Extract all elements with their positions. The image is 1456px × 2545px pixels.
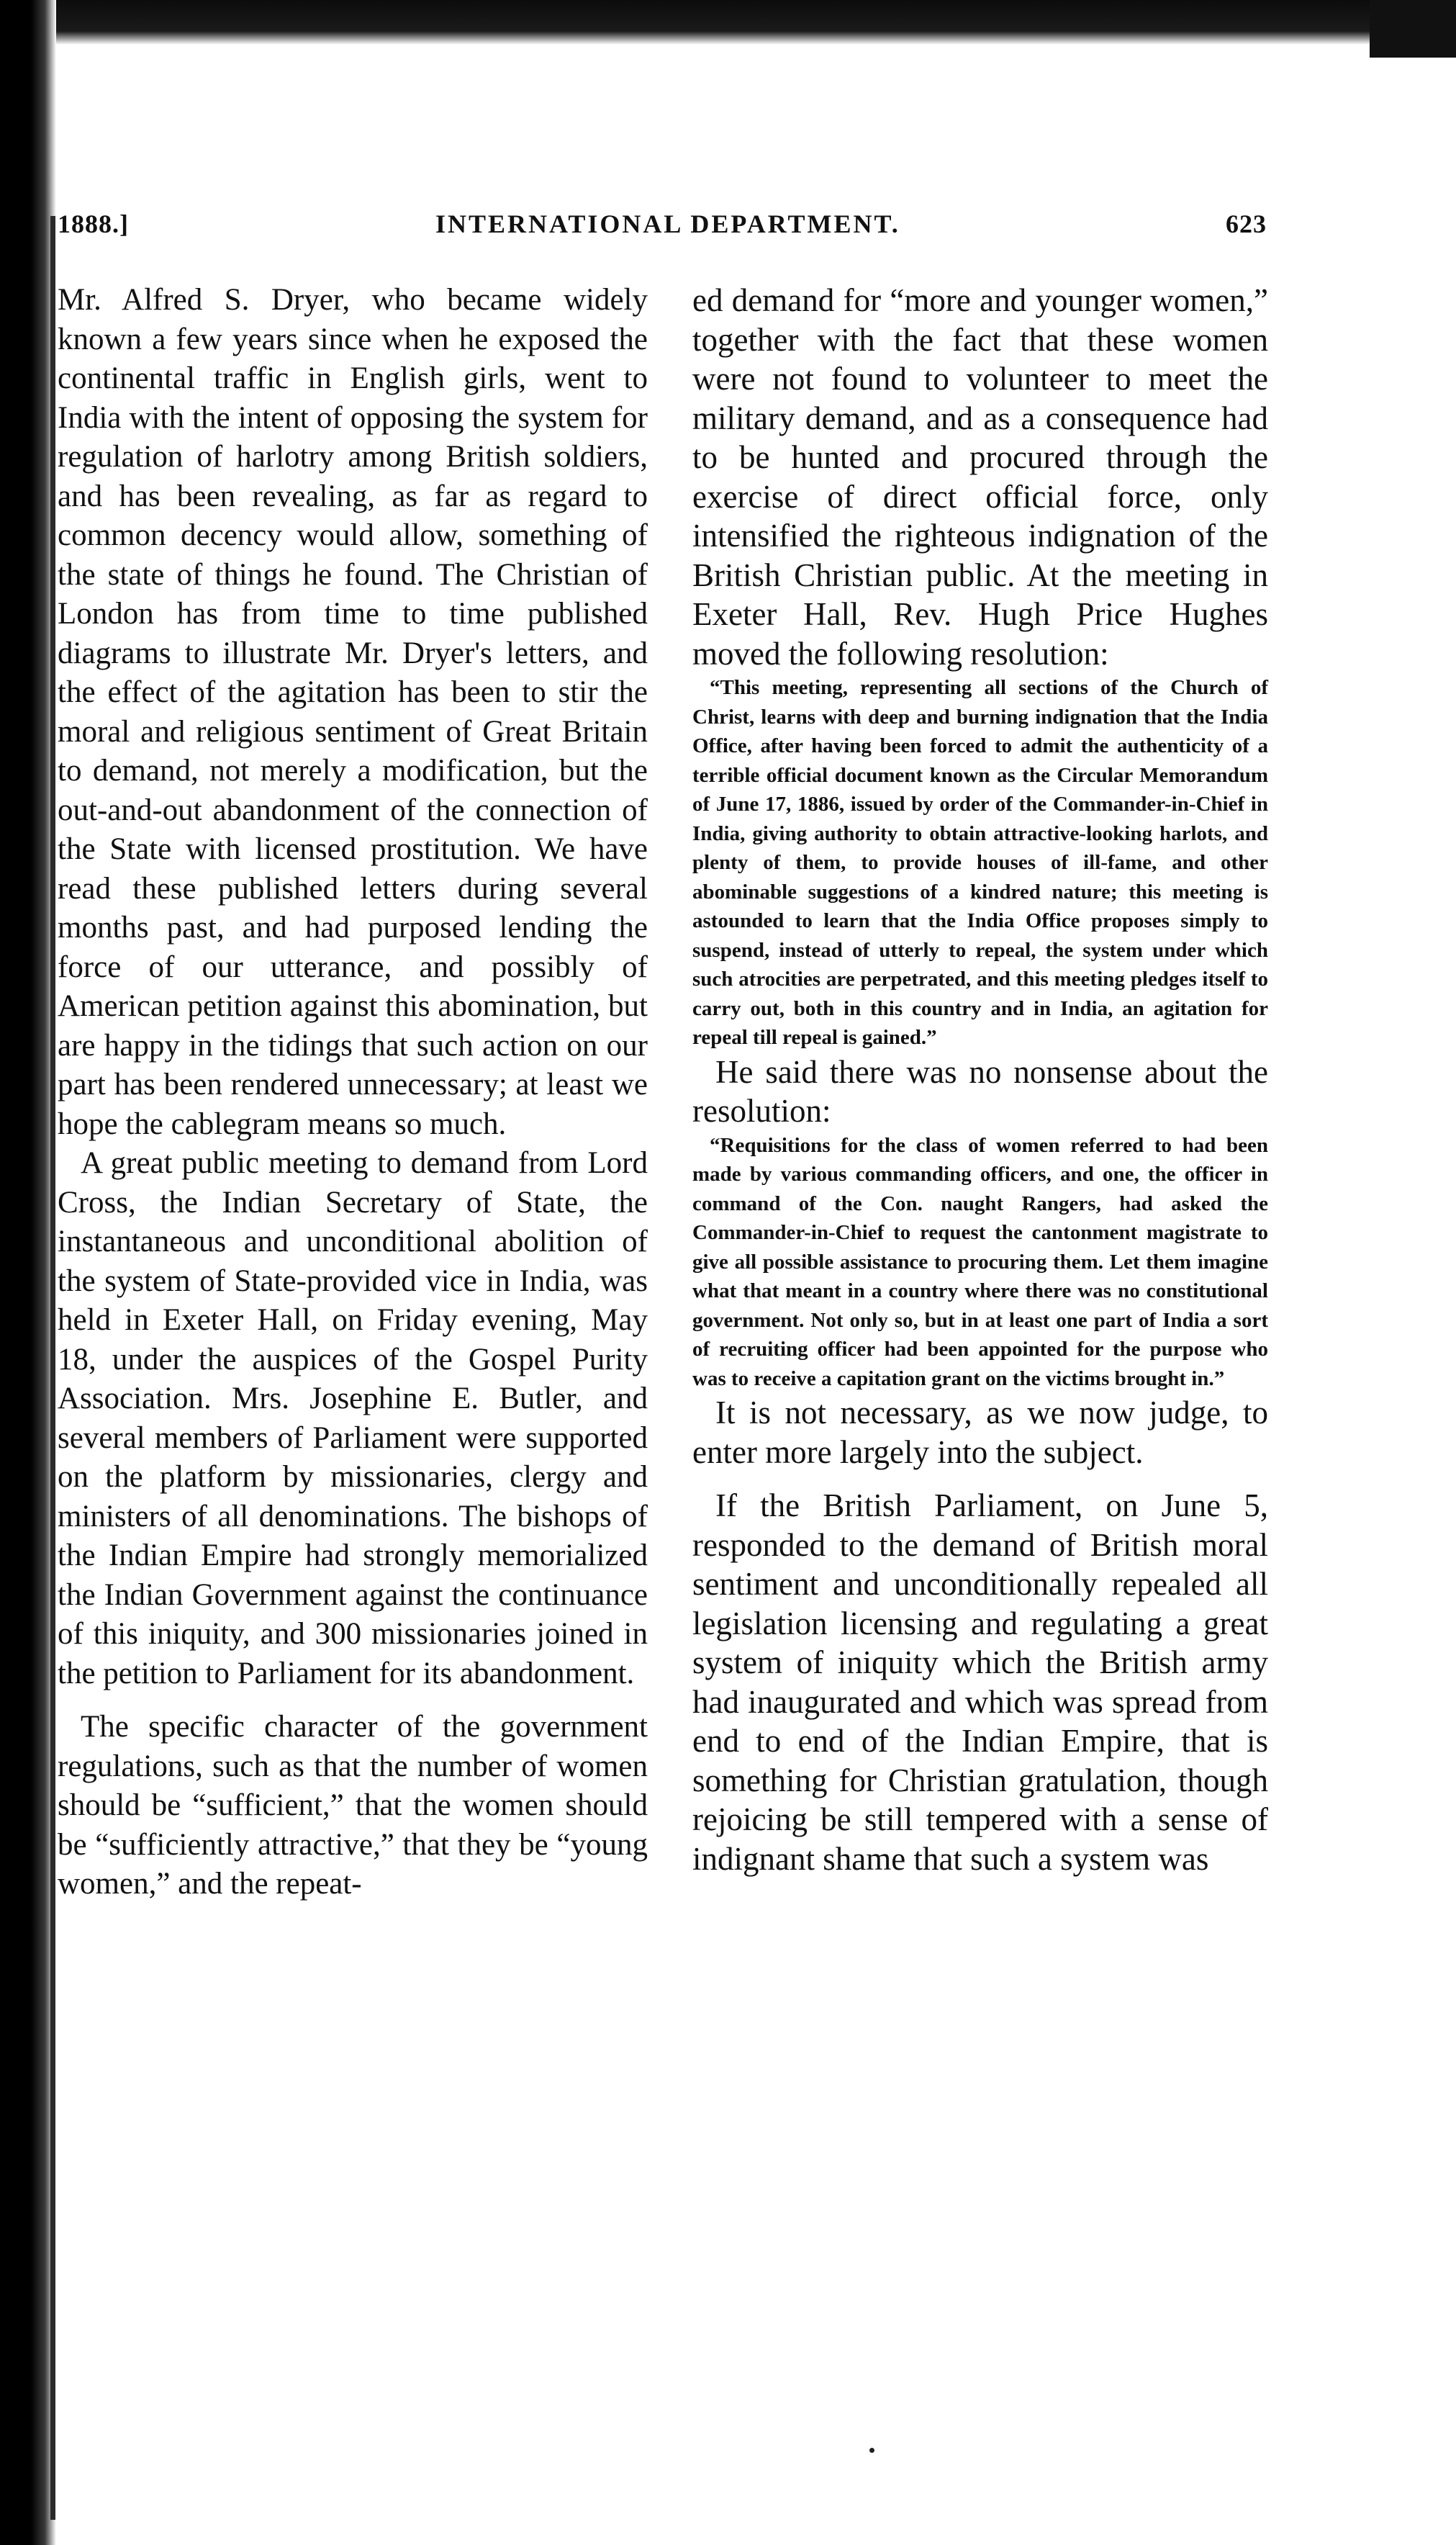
paragraph-not-necessary: It is not necessary, as we now judge, to enter more largely into the subject.: [692, 1395, 1268, 1470]
paragraph-parliament: If the British Parliament, on June 5, responded to the demand of British moral sentiment and unconditionally repealed all legislation licensing and regulating a great system of iniquity which the British army had inaugurated and which was spread from end to end of the Indian Empire, that is something for Christian gratulation, though rejoicing be still tempered with a sense of indignant shame that such a system was: [692, 1487, 1268, 1877]
header-title: INTERNATIONAL DEPARTMENT.: [435, 210, 900, 238]
paragraph-no-nonsense: He said there was no nonsense about the resolution:: [692, 1053, 1268, 1129]
paragraph-dryer: Mr. Alfred S. Dryer, who became widely known a few years since when he exposed the continental traffic in English girls, went to India with the intent of opposing the system for regulation of harlotry among British soldiers, and has been revealing, as far as regard to common decency would allow, something of the state of things he found. The Christian of London has from time to time published diagrams to illustrate Mr. Dryer's letters, and the effect of the agitation has been to stir the moral and religious sentiment of Great Britain to demand, not merely a modification, but the out-and-out abandonment of the connection of the State with licensed prostitution. We have read these published letters during several months past, and had purposed lending the force of our utterance, and possibly of American petition against this abomination, but are happy in the tidings that such action on our part has been rendered unnecessary; at least we hope the cablegram means so much.: [58, 283, 648, 1141]
header-year: 1888.]: [58, 210, 129, 238]
paragraph-regulations: The specific character of the government regulations, such as that the number of women should be “sufficient,” that the women should be “sufficiently attractive,” that they be “young women,” and the repeat-: [58, 1710, 648, 1901]
scan-border-corner: [1370, 0, 1456, 58]
scan-border-left: [0, 0, 56, 2545]
scan-border-left-edge: [50, 216, 55, 2520]
requisitions-quote: “Requisitions for the class of women referred to had been made by various commanding officers, and one, the officer in command of the Con. naught Rangers, had asked the Commander-in-Chief to request the cantonment magistrate to give all possible assistance to procuring them. Let them imagine what that meant in a country where there was no constitutional government. Not only so, but in at least one part of India a sort of recruiting officer had been appointed for the purpose who was to receive a capitation grant on the victims brought in.”: [692, 1133, 1268, 1390]
right-column: [692, 281, 1268, 1878]
paragraph-continuation: ed demand for “more and younger women,” together with the fact that these women were not found to volunteer to meet the military demand, and as a consequence had to be hunted and procured through the exercise of direct official force, only intensified the righteous indignation of the British Christian public. At the meeting in Exeter Hall, Rev. Hugh Price Hughes moved the following resolution:: [692, 282, 1268, 672]
scan-speck: [869, 2448, 874, 2453]
scan-border-top: [0, 0, 1456, 45]
left-column: [58, 281, 648, 1904]
paragraph-exeter-hall-meeting: A great public meeting to demand from Lord Cross, the Indian Secretary of State, the instantaneous and unconditional abolition of the system of State-provided vice in India, was held in Exeter Hall, on Friday evening, May 18, under the auspices of the Gospel Purity Association. Mrs. Josephine E. Butler, and several members of Parliament were supported on the platform by missionaries, clergy and ministers of all denominations. The bishops of the Indian Empire had strongly memorialized the Indian Government against the continuance of this iniquity, and 300 missionaries joined in the petition to Parliament for its abandonment.: [58, 1146, 648, 1690]
resolution-quote: “This meeting, representing all sections of the Church of Christ, learns with deep and burning indignation that the India Office, after having been forced to admit the authenticity of a terrible official document known as the Circular Memorandum of June 17, 1886, issued by order of the Commander-in-Chief in India, giving authority to obtain attractive-looking harlots, and plenty of them, to provide houses of ill-fame, and other abominable suggestions of a kindred nature; this meeting is astounded to learn that the India Office proposes simply to suspend, instead of utterly to repeal, the system under which such atrocities are perpetrated, and this meeting pledges itself to carry out, both in this country and in India, an agitation for repeal till repeal is gained.”: [692, 676, 1268, 1049]
running-head: [58, 209, 1267, 252]
page-number: 623: [1226, 210, 1267, 238]
